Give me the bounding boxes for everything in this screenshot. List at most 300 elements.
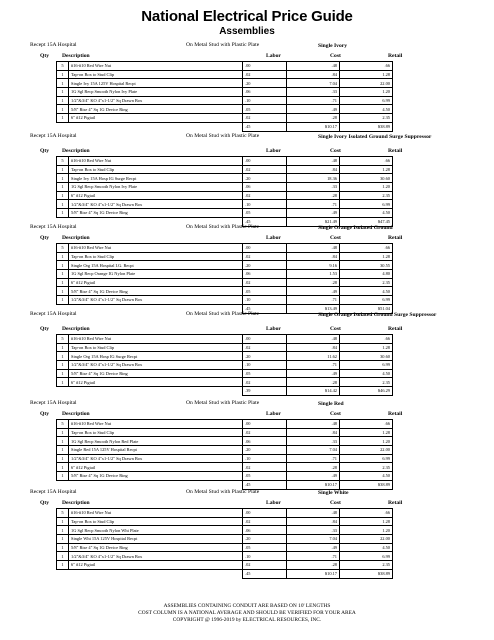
assembly-section xyxy=(30,38,470,132)
section-header xyxy=(30,396,470,409)
cell-cost: .71 xyxy=(287,361,340,370)
items-table xyxy=(56,156,393,227)
cell-desc: 1/2"&3/4" KO 4"x1-1/2" Sq Drawn Box xyxy=(69,296,243,305)
section-name: Single Red xyxy=(318,401,344,407)
total-labor: .45 xyxy=(243,217,287,226)
cell-retail: 2.35 xyxy=(340,378,393,387)
cell-retail: 30.60 xyxy=(340,174,393,183)
cell-qty: 1 xyxy=(57,174,69,183)
cell-retail: 2.35 xyxy=(340,114,393,123)
section-location: Recept 15A Hospital xyxy=(30,489,77,495)
cell-retail: 6.99 xyxy=(340,361,393,370)
column-headers xyxy=(30,51,470,61)
cell-retail: 1.28 xyxy=(340,517,393,526)
cell-qty: 1 xyxy=(57,369,69,378)
cell-labor: .00 xyxy=(243,420,287,429)
column-header-labor: Labor xyxy=(266,411,281,417)
cell-retail: 1.28 xyxy=(340,252,393,261)
cell-labor: .10 xyxy=(243,361,287,370)
cell-cost: .84 xyxy=(287,343,340,352)
cell-labor: .00 xyxy=(243,509,287,518)
table-row xyxy=(57,352,393,361)
items-table xyxy=(56,334,393,396)
cell-desc: 5/8" Rise 4" Sq 1G Device Ring xyxy=(69,209,243,218)
table-row xyxy=(57,428,393,437)
section-name: Single Ivory Isolated Ground Surge Suppressor xyxy=(318,134,432,140)
total-labor: .45 xyxy=(243,480,287,489)
table-row xyxy=(57,552,393,561)
column-header-labor: Labor xyxy=(266,326,281,332)
cell-labor: .10 xyxy=(243,296,287,305)
cell-cost: .33 xyxy=(287,437,340,446)
column-header-desc: Description xyxy=(62,53,90,59)
column-header-cost: Cost xyxy=(330,235,341,241)
cell-retail: .66 xyxy=(340,335,393,344)
table-row xyxy=(57,200,393,209)
cell-cost: 11.62 xyxy=(287,352,340,361)
cell-qty: 1 xyxy=(57,270,69,279)
cell-cost: .28 xyxy=(287,463,340,472)
cell-desc: 1G Sgl Recp Orange IG Nylon Plate xyxy=(69,270,243,279)
cell-retail: .66 xyxy=(340,420,393,429)
cell-retail: 2.35 xyxy=(340,191,393,200)
cell-retail: 4.50 xyxy=(340,209,393,218)
cell-cost: .84 xyxy=(287,517,340,526)
column-header-qty: Qty xyxy=(40,411,50,417)
cell-desc: #16-#10 Red Wire Nut xyxy=(69,420,243,429)
total-labor: .39 xyxy=(243,387,287,396)
cell-qty: 5 xyxy=(57,420,69,429)
cell-qty: 5 xyxy=(57,509,69,518)
cell-cost: 7.04 xyxy=(287,535,340,544)
cell-retail: 1.28 xyxy=(340,343,393,352)
cell-cost: 7.04 xyxy=(287,79,340,88)
table-row xyxy=(57,191,393,200)
cell-qty: 1 xyxy=(57,428,69,437)
total-cost: $10.17 xyxy=(287,480,340,489)
cell-retail: .66 xyxy=(340,509,393,518)
cell-labor: .05 xyxy=(243,543,287,552)
cell-qty: 5 xyxy=(57,62,69,71)
section-header xyxy=(30,38,470,51)
section-name: Single Orange Isolated Ground xyxy=(318,225,393,231)
section-header xyxy=(30,129,470,142)
cell-retail: 1.20 xyxy=(340,526,393,535)
column-header-qty: Qty xyxy=(40,235,50,241)
assembly-section xyxy=(30,129,470,227)
total-cost: $21.49 xyxy=(287,217,340,226)
cell-retail: 6.99 xyxy=(340,200,393,209)
table-row xyxy=(57,114,393,123)
cell-cost: .49 xyxy=(287,287,340,296)
cell-cost: .33 xyxy=(287,88,340,97)
cell-labor: .20 xyxy=(243,446,287,455)
cell-retail: 1.28 xyxy=(340,165,393,174)
cell-retail: 6.99 xyxy=(340,454,393,463)
cell-labor: .05 xyxy=(243,209,287,218)
cell-qty: 1 xyxy=(57,552,69,561)
cell-retail: 6.99 xyxy=(340,296,393,305)
table-row xyxy=(57,543,393,552)
cell-labor: .06 xyxy=(243,88,287,97)
cell-cost: 18.36 xyxy=(287,174,340,183)
cell-cost: .84 xyxy=(287,70,340,79)
column-header-retail: Retail xyxy=(388,326,403,332)
cell-desc: Single Ivy 15A 125V Hospital Recpt xyxy=(69,79,243,88)
cell-desc: Single Red 15A 125V Hospital Recpt xyxy=(69,446,243,455)
table-row xyxy=(57,378,393,387)
table-row xyxy=(57,296,393,305)
section-name: Single Ivory xyxy=(318,43,348,49)
cell-qty: 1 xyxy=(57,96,69,105)
cell-desc: Tap-on Box to Stud Clip xyxy=(69,165,243,174)
cell-retail: 1.20 xyxy=(340,183,393,192)
cell-qty: 1 xyxy=(57,561,69,570)
total-labor: .45 xyxy=(243,569,287,578)
cell-qty: 1 xyxy=(57,463,69,472)
footer-line: ASSEMBLIES CONTAINING CONDUIT ARE BASED ON 10' LENGTHS xyxy=(163,603,331,609)
cell-desc: 1G Sgl Recp Smooth Nylon Wht Plate xyxy=(69,526,243,535)
cell-qty: 5 xyxy=(57,335,69,344)
cell-retail: 4.50 xyxy=(340,543,393,552)
total-retail: $47.45 xyxy=(340,217,393,226)
cell-labor: .10 xyxy=(243,96,287,105)
cell-retail: 4.50 xyxy=(340,287,393,296)
cell-labor: .02 xyxy=(243,70,287,79)
cell-retail: 22.00 xyxy=(340,535,393,544)
total-row xyxy=(57,569,393,578)
table-row xyxy=(57,209,393,218)
cell-labor: .05 xyxy=(243,369,287,378)
cell-labor: .10 xyxy=(243,200,287,209)
cell-desc: 6" #12 Pigtail xyxy=(69,191,243,200)
assembly-section xyxy=(30,485,470,579)
cell-desc: #16-#10 Red Wire Nut xyxy=(69,157,243,166)
cell-desc: 5/8" Rise 4" Sq 1G Device Ring xyxy=(69,369,243,378)
cell-cost: .84 xyxy=(287,165,340,174)
table-row xyxy=(57,165,393,174)
cell-qty: 1 xyxy=(57,79,69,88)
cell-desc: 6" #12 Pigtail xyxy=(69,561,243,570)
cell-desc: Single Ivy 15A Hosp IG Surge Recpt xyxy=(69,174,243,183)
cell-qty: 1 xyxy=(57,343,69,352)
page-title: National Electrical Price Guide xyxy=(141,8,353,25)
cell-cost: .49 xyxy=(287,105,340,114)
cell-labor: .02 xyxy=(243,561,287,570)
cell-labor: .02 xyxy=(243,463,287,472)
cell-cost: .71 xyxy=(287,296,340,305)
cell-cost: .33 xyxy=(287,526,340,535)
cell-labor: .10 xyxy=(243,454,287,463)
cell-labor: .05 xyxy=(243,472,287,481)
total-retail: $38.89 xyxy=(340,122,393,131)
section-mount: On Metal Stud with Plastic Plate xyxy=(186,311,260,317)
cell-retail: 1.20 xyxy=(340,88,393,97)
cell-cost: .84 xyxy=(287,428,340,437)
cell-retail: 30.60 xyxy=(340,352,393,361)
cell-labor: .00 xyxy=(243,244,287,253)
cell-qty: 1 xyxy=(57,437,69,446)
cell-desc: 6" #12 Pigtail xyxy=(69,114,243,123)
column-header-retail: Retail xyxy=(388,235,403,241)
page-subtitle: Assemblies xyxy=(219,26,275,37)
table-row xyxy=(57,157,393,166)
total-retail: $38.89 xyxy=(340,569,393,578)
table-row xyxy=(57,79,393,88)
cell-desc: 6" #12 Pigtail xyxy=(69,463,243,472)
cell-retail: 6.99 xyxy=(340,96,393,105)
cell-desc: #16-#10 Red Wire Nut xyxy=(69,335,243,344)
cell-cost: 9.16 xyxy=(287,261,340,270)
cell-retail: 4.50 xyxy=(340,472,393,481)
total-row xyxy=(57,387,393,396)
cell-retail: 22.00 xyxy=(340,446,393,455)
column-headers xyxy=(30,324,470,334)
cell-labor: .20 xyxy=(243,79,287,88)
column-header-qty: Qty xyxy=(40,148,50,154)
table-row xyxy=(57,420,393,429)
cell-desc: 1G Sgl Recp Smooth Nylon Ivy Plate xyxy=(69,88,243,97)
cell-qty: 1 xyxy=(57,165,69,174)
section-location: Recept 15A Hospital xyxy=(30,311,77,317)
cell-qty: 5 xyxy=(57,244,69,253)
column-header-cost: Cost xyxy=(330,326,341,332)
column-header-cost: Cost xyxy=(330,53,341,59)
cell-cost: .84 xyxy=(287,252,340,261)
cell-qty: 1 xyxy=(57,209,69,218)
cell-retail: 1.28 xyxy=(340,70,393,79)
cell-desc: 5/8" Rise 4" Sq 1G Device Ring xyxy=(69,472,243,481)
cell-desc: Tap-on Box to Stud Clip xyxy=(69,252,243,261)
cell-desc: Tap-on Box to Stud Clip xyxy=(69,428,243,437)
section-mount: On Metal Stud with Plastic Plate xyxy=(186,489,260,495)
cell-cost: .28 xyxy=(287,378,340,387)
cell-labor: .02 xyxy=(243,278,287,287)
assembly-section xyxy=(30,307,470,396)
cell-labor: .00 xyxy=(243,335,287,344)
cell-desc: 6" #12 Pigtail xyxy=(69,378,243,387)
section-header xyxy=(30,220,470,233)
table-row xyxy=(57,561,393,570)
cell-qty: 1 xyxy=(57,252,69,261)
column-headers xyxy=(30,233,470,243)
total-cost: $10.17 xyxy=(287,122,340,131)
column-header-desc: Description xyxy=(62,500,90,506)
table-row xyxy=(57,463,393,472)
cell-desc: 1/2"&3/4" KO 4"x1-1/2" Sq Drawn Box xyxy=(69,96,243,105)
cell-desc: #16-#10 Red Wire Nut xyxy=(69,244,243,253)
cell-desc: 1G Sgl Recp Smooth Nylon Ivy Plate xyxy=(69,183,243,192)
section-mount: On Metal Stud with Plastic Plate xyxy=(186,400,260,406)
cell-labor: .20 xyxy=(243,535,287,544)
total-labor: .45 xyxy=(243,304,287,313)
cell-cost: .48 xyxy=(287,335,340,344)
section-location: Recept 15A Hospital xyxy=(30,224,77,230)
cell-cost: .28 xyxy=(287,278,340,287)
cell-desc: 5/8" Rise 4" Sq 1G Device Ring xyxy=(69,105,243,114)
cell-qty: 1 xyxy=(57,296,69,305)
total-spacer xyxy=(57,387,69,396)
cell-desc: Tap-on Box to Stud Clip xyxy=(69,70,243,79)
table-row xyxy=(57,105,393,114)
cell-retail: .66 xyxy=(340,62,393,71)
table-row xyxy=(57,517,393,526)
table-row xyxy=(57,278,393,287)
table-row xyxy=(57,535,393,544)
cell-labor: .20 xyxy=(243,261,287,270)
cell-qty: 1 xyxy=(57,278,69,287)
cell-cost: .71 xyxy=(287,200,340,209)
cell-retail: .66 xyxy=(340,244,393,253)
cell-labor: .20 xyxy=(243,174,287,183)
footer-notes xyxy=(0,603,494,624)
total-retail: $46.29 xyxy=(340,387,393,396)
table-row xyxy=(57,88,393,97)
cell-cost: .49 xyxy=(287,543,340,552)
cell-cost: .48 xyxy=(287,62,340,71)
section-location: Recept 15A Hospital xyxy=(30,400,77,406)
table-row xyxy=(57,270,393,279)
section-name: Single White xyxy=(318,490,349,496)
cell-qty: 1 xyxy=(57,261,69,270)
cell-labor: .02 xyxy=(243,428,287,437)
cell-labor: .02 xyxy=(243,191,287,200)
total-spacer xyxy=(69,387,243,396)
column-headers xyxy=(30,498,470,508)
cell-retail: 4.50 xyxy=(340,105,393,114)
cell-qty: 1 xyxy=(57,287,69,296)
table-row xyxy=(57,509,393,518)
column-header-cost: Cost xyxy=(330,148,341,154)
cell-qty: 1 xyxy=(57,105,69,114)
cell-labor: .06 xyxy=(243,183,287,192)
cell-desc: Single Org 15A Hosp IG Surge Recpt xyxy=(69,352,243,361)
cell-desc: Single Org 15A Hospital I.G. Recpt xyxy=(69,261,243,270)
table-row xyxy=(57,244,393,253)
section-mount: On Metal Stud with Plastic Plate xyxy=(186,224,260,230)
cell-labor: .02 xyxy=(243,252,287,261)
cell-cost: .48 xyxy=(287,420,340,429)
total-cost: $14.42 xyxy=(287,387,340,396)
cell-cost: 7.04 xyxy=(287,446,340,455)
table-row xyxy=(57,446,393,455)
cell-retail: 6.99 xyxy=(340,552,393,561)
section-header xyxy=(30,485,470,498)
table-row xyxy=(57,174,393,183)
cell-labor: .05 xyxy=(243,287,287,296)
section-header xyxy=(30,307,470,320)
column-header-qty: Qty xyxy=(40,500,50,506)
column-header-labor: Labor xyxy=(266,148,281,154)
cell-qty: 1 xyxy=(57,114,69,123)
table-row xyxy=(57,261,393,270)
cell-cost: .71 xyxy=(287,552,340,561)
cell-qty: 1 xyxy=(57,191,69,200)
section-mount: On Metal Stud with Plastic Plate xyxy=(186,133,260,139)
table-row xyxy=(57,252,393,261)
cell-qty: 1 xyxy=(57,517,69,526)
section-location: Recept 15A Hospital xyxy=(30,133,77,139)
cell-desc: #16-#10 Red Wire Nut xyxy=(69,509,243,518)
cell-retail: 1.28 xyxy=(340,428,393,437)
table-row xyxy=(57,437,393,446)
cell-qty: 1 xyxy=(57,352,69,361)
table-row xyxy=(57,343,393,352)
column-header-desc: Description xyxy=(62,148,90,154)
cell-labor: .02 xyxy=(243,165,287,174)
cell-cost: .71 xyxy=(287,96,340,105)
cell-cost: .28 xyxy=(287,114,340,123)
total-cost: $13.49 xyxy=(287,304,340,313)
column-header-retail: Retail xyxy=(388,411,403,417)
column-header-retail: Retail xyxy=(388,53,403,59)
cell-cost: .49 xyxy=(287,369,340,378)
cell-qty: 1 xyxy=(57,88,69,97)
cell-qty: 1 xyxy=(57,526,69,535)
cell-qty: 1 xyxy=(57,472,69,481)
cell-labor: .02 xyxy=(243,114,287,123)
cell-labor: .06 xyxy=(243,437,287,446)
column-headers xyxy=(30,146,470,156)
table-row xyxy=(57,526,393,535)
cell-labor: .00 xyxy=(243,157,287,166)
cell-labor: .05 xyxy=(243,105,287,114)
total-retail: $38.89 xyxy=(340,480,393,489)
cell-qty: 1 xyxy=(57,535,69,544)
column-header-labor: Labor xyxy=(266,235,281,241)
column-header-labor: Labor xyxy=(266,500,281,506)
cell-labor: .02 xyxy=(243,343,287,352)
cell-desc: 1G Sgl Recp Smooth Nylon Red Plate xyxy=(69,437,243,446)
table-row xyxy=(57,335,393,344)
cell-desc: 5/8" Rise 4" Sq 1G Device Ring xyxy=(69,287,243,296)
column-header-desc: Description xyxy=(62,411,90,417)
table-row xyxy=(57,472,393,481)
footer-line: COST COLUMN IS A NATIONAL AVERAGE AND SHOULD BE VERIFIED FOR YOUR AREA xyxy=(138,610,356,616)
cell-retail: 2.35 xyxy=(340,561,393,570)
cell-desc: 1/2"&3/4" KO 4"x1-1/2" Sq Drawn Box xyxy=(69,200,243,209)
cell-retail: 30.55 xyxy=(340,261,393,270)
cell-desc: Single Wht 15A 125V Hospital Recpt xyxy=(69,535,243,544)
section-location: Recept 15A Hospital xyxy=(30,42,77,48)
cell-labor: .02 xyxy=(243,517,287,526)
table-row xyxy=(57,361,393,370)
column-header-desc: Description xyxy=(62,235,90,241)
cell-cost: .33 xyxy=(287,183,340,192)
cell-qty: 5 xyxy=(57,157,69,166)
cell-retail: 2.35 xyxy=(340,463,393,472)
cell-labor: .20 xyxy=(243,352,287,361)
cell-retail: 2.35 xyxy=(340,278,393,287)
items-table xyxy=(56,419,393,490)
cell-qty: 1 xyxy=(57,446,69,455)
cell-retail: 4.50 xyxy=(340,369,393,378)
cell-qty: 1 xyxy=(57,200,69,209)
table-row xyxy=(57,287,393,296)
cell-qty: 1 xyxy=(57,454,69,463)
column-header-cost: Cost xyxy=(330,411,341,417)
cell-labor: .00 xyxy=(243,62,287,71)
total-cost: $10.17 xyxy=(287,569,340,578)
cell-desc: Tap-on Box to Stud Clip xyxy=(69,343,243,352)
items-table xyxy=(56,61,393,132)
table-row xyxy=(57,369,393,378)
total-spacer xyxy=(57,569,69,578)
cell-cost: .49 xyxy=(287,209,340,218)
cell-desc: #16-#10 Red Wire Nut xyxy=(69,62,243,71)
cell-labor: .02 xyxy=(243,378,287,387)
cell-qty: 1 xyxy=(57,361,69,370)
